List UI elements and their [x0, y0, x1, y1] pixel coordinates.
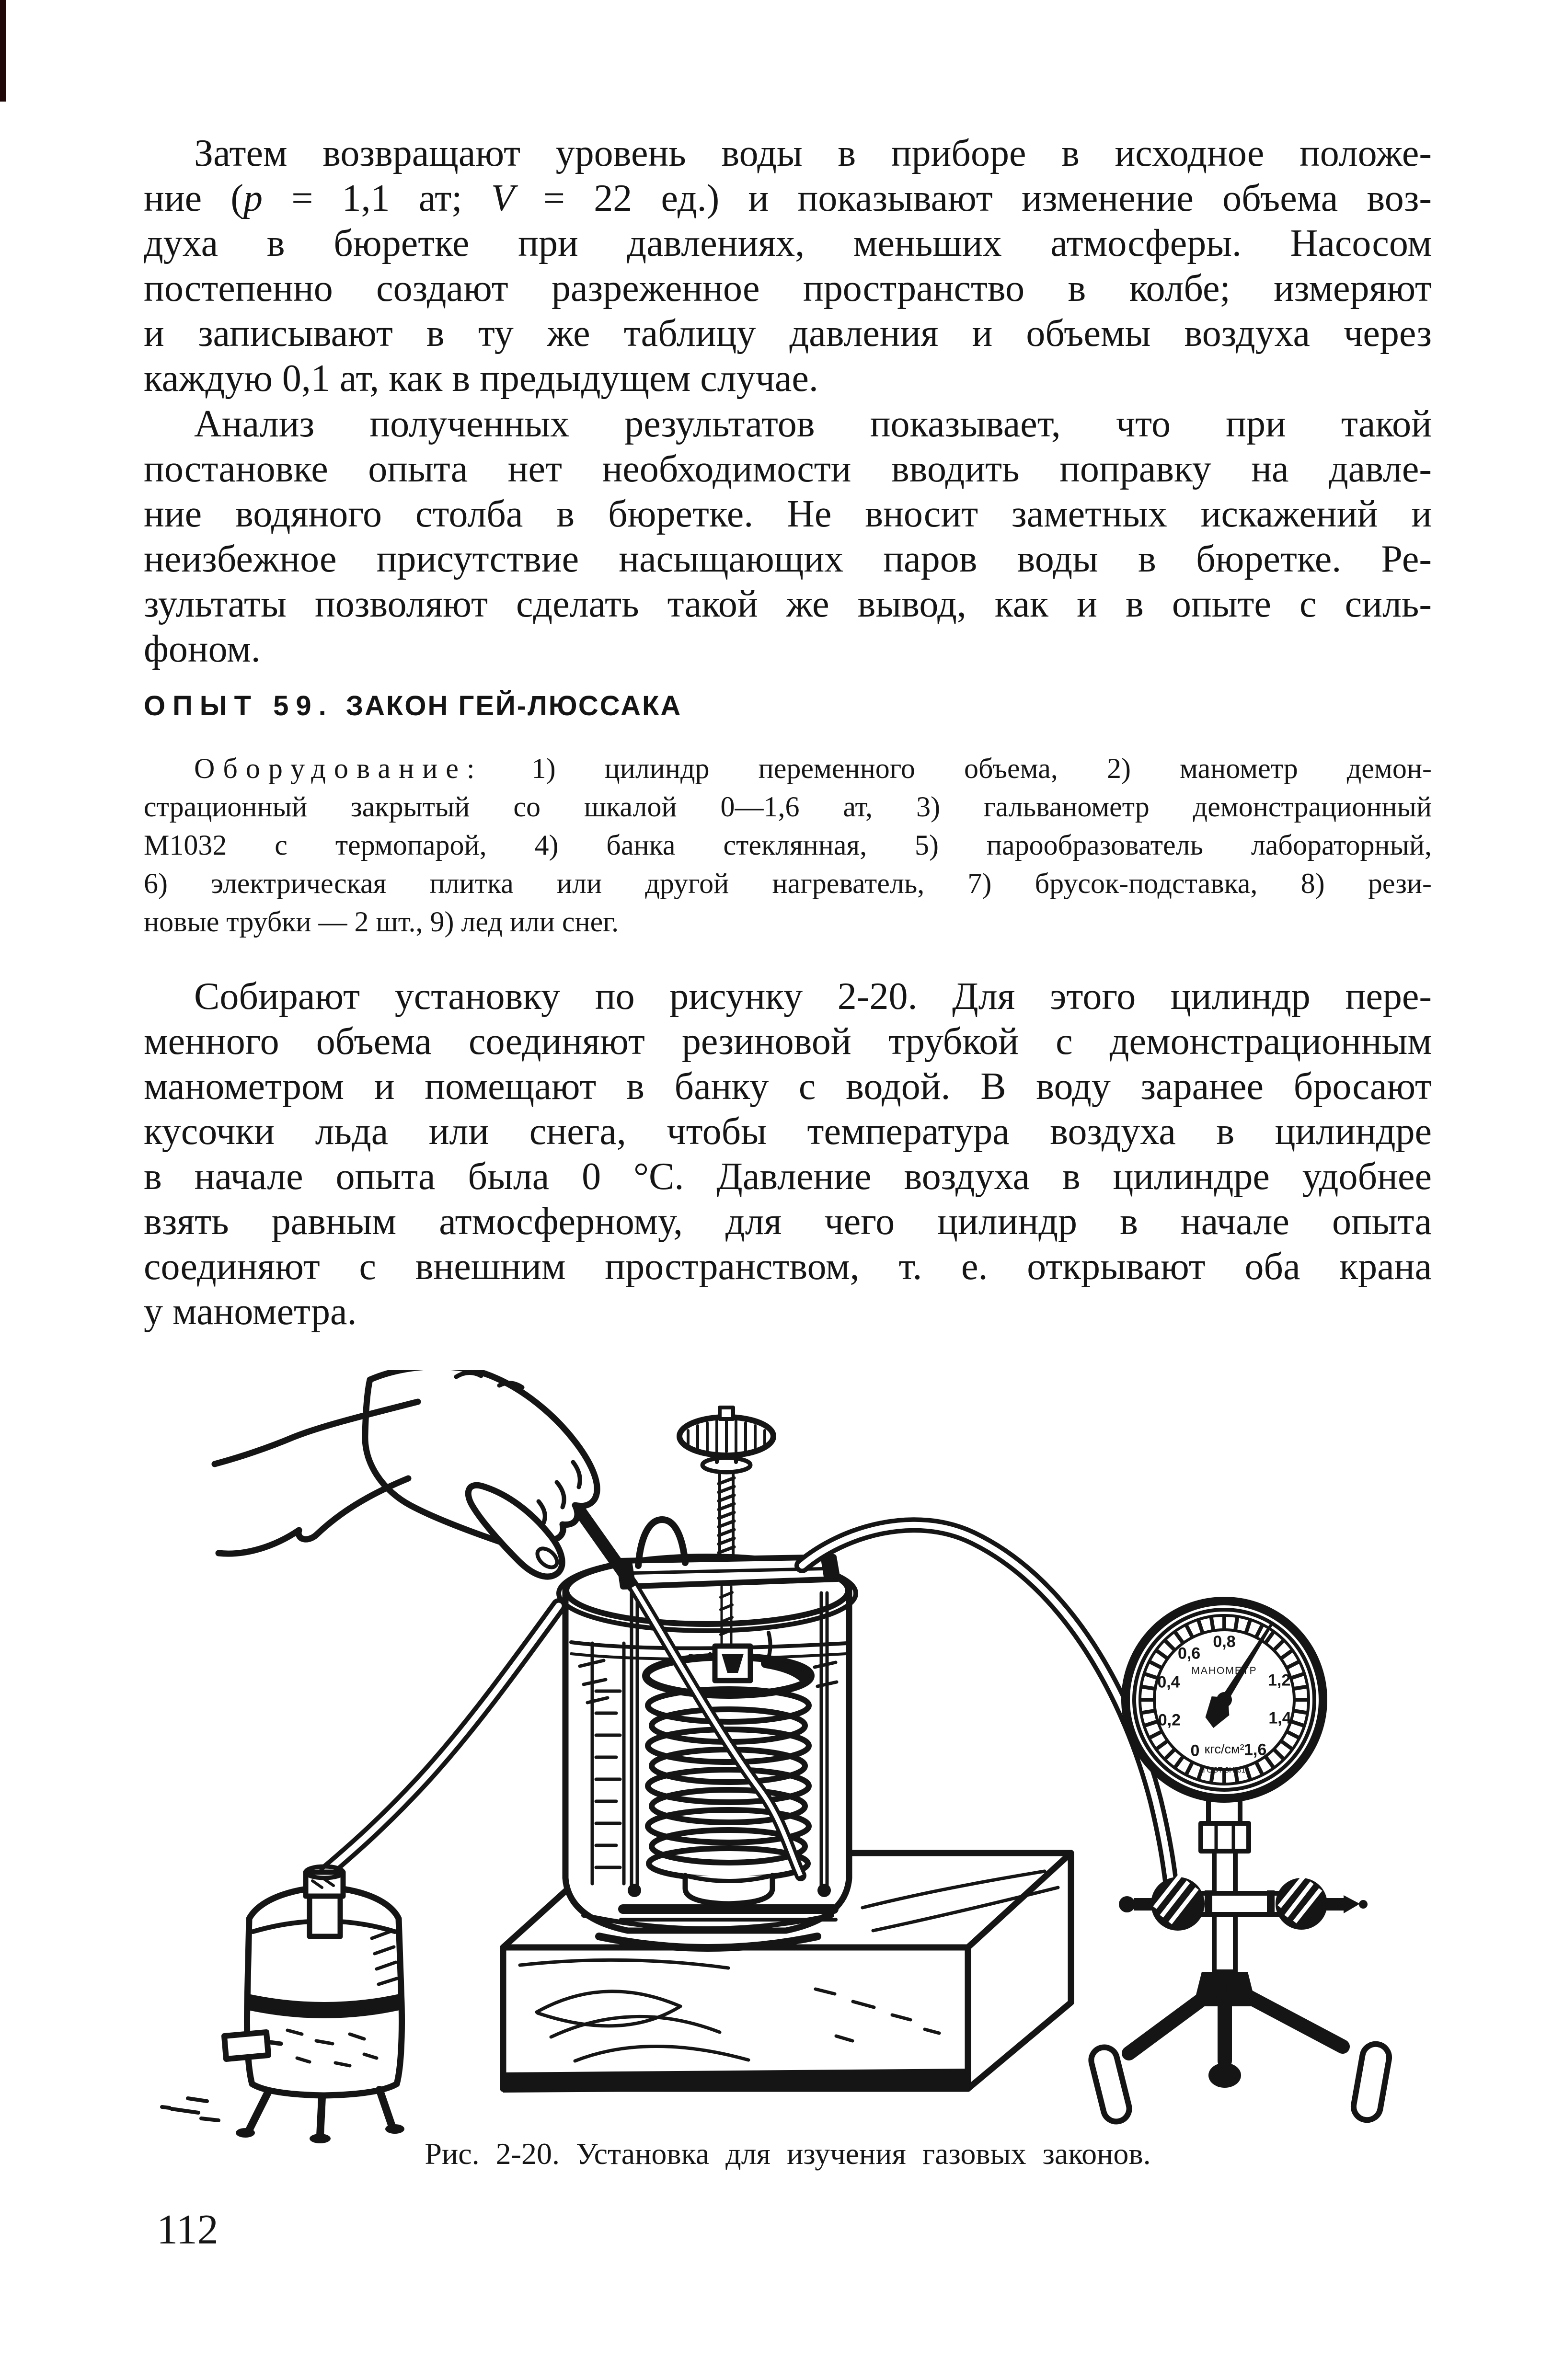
text-line: Анализ полученных результатов показывает, что при такой — [194, 403, 1432, 445]
text-line: 6) электрическая плитка или другой нагреватель, 7) брусок-подставка, 8) рези- — [144, 868, 1432, 899]
text-line: у манометра. — [144, 1291, 357, 1333]
text-line: манометром и помещают в банку с водой. В воду заранее бросают — [144, 1065, 1432, 1108]
text-line: страционный закрытый со шкалой 0—1,6 ат, 3) гальванометр демонстрационный — [144, 791, 1432, 823]
gauge-dial — [1126, 1601, 1323, 1798]
figure-2-20 — [144, 1370, 1438, 2146]
dial-label: 0 — [1190, 1741, 1200, 1760]
text-line: взять равным атмосферному, для чего цилиндр в начале опыта — [144, 1201, 1432, 1243]
dial-label: 0,2 — [1158, 1711, 1181, 1729]
text-line: соединяют с внешним пространством, т. е. открывают оба крана — [144, 1246, 1432, 1288]
rubber-tube-right — [802, 1525, 1172, 1892]
burner-legs — [249, 2090, 392, 2136]
text-line: кусочки льда или снега, чтобы температура воздуха в цилиндре — [144, 1110, 1432, 1153]
page-number: 112 — [157, 2207, 218, 2253]
tripod-stand — [1089, 1797, 1392, 2124]
scan-edge-artifact — [0, 0, 6, 102]
text-line: новые трубки — 2 шт., 9) лед или снег. — [144, 906, 619, 938]
manometer — [1089, 1601, 1392, 2124]
rubber-tube-left — [327, 1606, 559, 1871]
text-line: зультаты позволяют сделать такой же вывод, как и в опыте с силь- — [144, 583, 1432, 625]
paragraph-3 — [144, 974, 1432, 1334]
dial-label: 0,6 — [1177, 1644, 1201, 1663]
text-line: неизбежное присутствие насыщающих паров воды в бюретке. Ре- — [144, 538, 1432, 580]
text-line: Оборудование: 1) цилиндр переменного объема, 2) манометр демон- — [194, 753, 1432, 784]
valve-right — [1276, 1877, 1368, 1930]
text-line: в начале опыта была 0 °С. Давление воздуха в цилиндре удобнее — [144, 1156, 1432, 1198]
section-heading — [144, 690, 682, 722]
text-line: менного объема соединяют резиновой трубкой с демонстрационным — [144, 1020, 1432, 1063]
dial-label: 1,2 — [1268, 1671, 1291, 1690]
equipment-list — [144, 749, 1432, 941]
paragraph-2 — [144, 401, 1432, 672]
gauge-brand-text: МАНОМЕТР — [1191, 1665, 1257, 1676]
tap-handle — [224, 2032, 268, 2059]
experiment-number: ОПЫТ 59. — [144, 690, 334, 721]
hand — [215, 1370, 597, 1577]
gauge-gost-text: ГОСТ 8Н-61 — [1203, 1766, 1246, 1774]
text-line: постепенно создают разреженное пространство в колбе; измеряют — [144, 267, 1432, 309]
experiment-title: ЗАКОН ГЕЙ-ЛЮССАКА — [345, 690, 682, 721]
text-line: М1032 с термопарой, 4) банка стеклянная, 5) парообразователь лабораторный, — [144, 829, 1432, 861]
text-line: ние водяного столба в бюретке. Не вносит заметных искажений и — [144, 493, 1432, 535]
text-line: фоном. — [144, 628, 261, 670]
valve-left — [1119, 1876, 1205, 1931]
dial-label: 1,6 — [1244, 1740, 1267, 1759]
dial-label: 1,4 — [1268, 1709, 1291, 1728]
text-line: Затем возвращают уровень воды в приборе в исходное положе- — [194, 132, 1432, 174]
gauge-unit-text: кгс/см² — [1204, 1742, 1244, 1756]
spill-marks — [162, 2098, 218, 2120]
paragraph-1 — [144, 131, 1432, 401]
dial-label: 0,8 — [1213, 1633, 1236, 1651]
filler-nozzle — [306, 1866, 343, 1936]
steam-generator — [162, 1866, 404, 2143]
text-line: постановке опыта нет необходимости вводить поправку на давле- — [144, 448, 1432, 490]
dial-label: 0,4 — [1157, 1673, 1180, 1692]
figure-caption: Рис. 2-20. Установка для изучения газовых законов. — [425, 2137, 1151, 2171]
text-line: каждую 0,1 ат, как в предыдущем случае. — [144, 357, 818, 400]
apparatus-illustration — [144, 1370, 1438, 2146]
glass-beaker — [559, 1407, 856, 1948]
text-line: и записывают в ту же таблицу давления и объемы воздуха через — [144, 312, 1432, 355]
text-line: духа в бюретке при давлениях, меньших атмосферы. Насосом — [144, 222, 1432, 264]
text-line: ние (p = 1,1 ат; V = 22 ед.) и показывают изменение объема воз- — [144, 177, 1432, 219]
text-line: Собирают установку по рисунку 2-20. Для этого цилиндр пере- — [194, 975, 1432, 1018]
